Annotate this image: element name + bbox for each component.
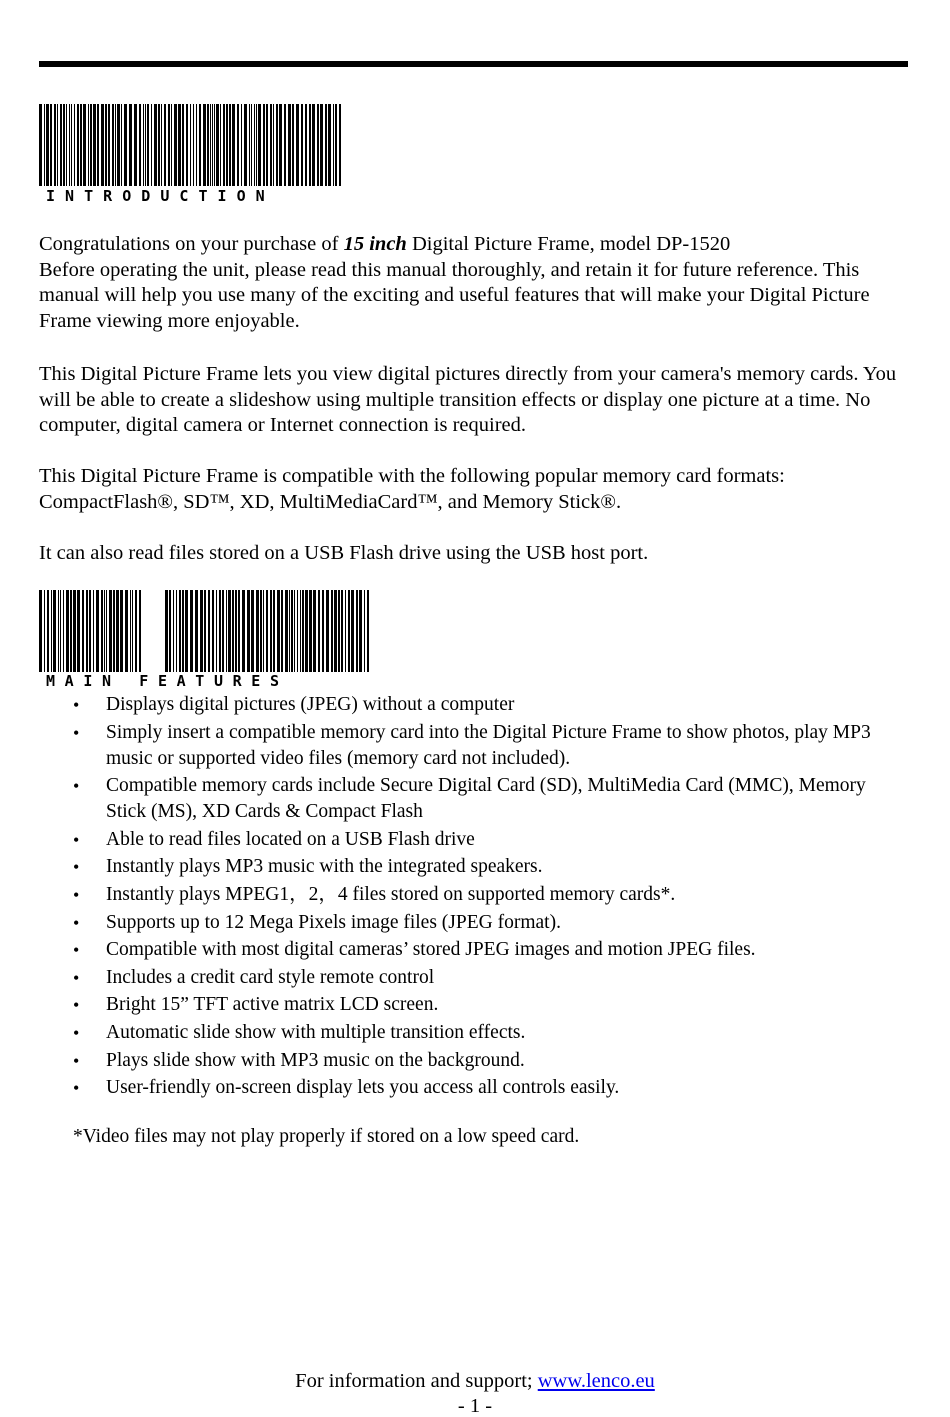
barcode-bar (266, 104, 268, 186)
barcode-bar (147, 104, 149, 186)
barcode-bar (121, 104, 122, 186)
barcode-bar (320, 104, 323, 186)
barcode-bar (266, 590, 268, 672)
barcode-bar (309, 590, 312, 672)
barcode-bar (51, 590, 52, 672)
barcode-bar (174, 104, 177, 186)
barcode-bar (296, 104, 299, 186)
barcode-bar (176, 590, 177, 672)
barcode-bar (263, 104, 265, 186)
feature-item (73, 827, 873, 853)
barcode-graphic-main-features (39, 590, 369, 672)
barcode-bar (190, 104, 191, 186)
barcode-bar (90, 104, 92, 186)
barcode-bar (254, 104, 255, 186)
barcode-bar (44, 104, 45, 186)
barcode-bar (232, 104, 235, 186)
barcode-bar (331, 590, 333, 672)
barcode-bar (216, 590, 217, 672)
barcode-bar (112, 104, 114, 186)
barcode-bar (108, 104, 110, 186)
barcode-bar (333, 104, 334, 186)
barcode-bar (39, 590, 42, 672)
barcode-bar (226, 104, 228, 186)
barcode-bar (135, 590, 137, 672)
barcode-bar (106, 590, 107, 672)
barcode-graphic-introduction (39, 104, 342, 186)
top-rule (39, 61, 908, 67)
barcode-bar (86, 590, 88, 672)
main-features-heading (39, 590, 369, 690)
barcode-bar (39, 104, 42, 186)
barcode-bar (203, 104, 206, 186)
barcode-bar (339, 104, 341, 186)
barcode-bar (256, 590, 259, 672)
barcode-bar (165, 590, 168, 672)
barcode-bar (251, 104, 252, 186)
barcode-bar (318, 590, 320, 672)
barcode-bar (151, 104, 152, 186)
barcode-bar (50, 104, 52, 186)
barcode-bar (263, 590, 264, 672)
barcode-bar (270, 590, 272, 672)
barcode-bar (238, 590, 240, 672)
bullet-icon: • (73, 776, 80, 797)
barcode-bar (82, 590, 84, 672)
feature-text: Compatible memory cards include Secure Digital Card (SD), MultiMedia Card (MMC), Memory Stick (MS), XD Cards & Compact Flash (106, 775, 866, 823)
barcode-bar (143, 104, 144, 186)
barcode-bar (101, 590, 103, 672)
support-link[interactable]: www.lenco.eu (537, 1370, 655, 1392)
support-footer: For information and support; www.lenco.eu (295, 1370, 655, 1392)
barcode-bar (284, 104, 286, 186)
barcode-bar (169, 590, 171, 672)
barcode-bar (80, 104, 82, 186)
barcode-bar (273, 590, 275, 672)
barcode-bar (83, 104, 86, 186)
feature-item (73, 1075, 873, 1101)
barcode-bar (208, 590, 210, 672)
barcode-bar (101, 104, 104, 186)
barcode-bar (260, 590, 262, 672)
barcode-bar (207, 104, 209, 186)
barcode-bar (124, 104, 127, 186)
bullet-icon: • (73, 884, 80, 905)
barcode-bar (53, 590, 56, 672)
barcode-bar (60, 590, 61, 672)
barcode-bar (270, 104, 272, 186)
barcode-bar (247, 590, 250, 672)
barcode-bar (204, 590, 206, 672)
bullet-icon: • (73, 1050, 80, 1071)
bullet-icon: • (73, 695, 80, 715)
barcode-bar (341, 590, 343, 672)
barcode-bar (186, 104, 188, 186)
feature-text: Instantly plays MPEG1，2，4 files stored on supported memory cards*. (106, 883, 676, 905)
barcode-bar (317, 104, 319, 186)
barcode-bar (145, 104, 146, 186)
barcode-bar (258, 104, 261, 186)
barcode-bar (179, 590, 181, 672)
barcode-bar (214, 104, 215, 186)
barcode-bar (199, 104, 201, 186)
intro-paragraph-4: It can also read files stored on a USB Flash drive using the USB host port. (39, 542, 649, 564)
bullet-icon: • (73, 912, 80, 933)
bullet-icon: • (73, 829, 80, 850)
barcode-bar (297, 590, 298, 672)
barcode-bar (364, 590, 365, 672)
barcode-bar (164, 104, 166, 186)
feature-text: Able to read files located on a USB Flash drive (106, 828, 475, 850)
barcode-bar (130, 590, 131, 672)
barcode-bar (301, 104, 303, 186)
video-footnote: *Video files may not play properly if stored on a low speed card. (73, 1126, 580, 1147)
feature-item (73, 910, 873, 936)
feature-text: Supports up to 12 Mega Pixels image files (JPEG format). (106, 911, 561, 933)
barcode-bar (69, 104, 70, 186)
bullet-icon: • (73, 1022, 80, 1043)
intro-paragraph-1: Congratulations on your purchase of 15 inch Digital Picture Frame, model DP-1520 Before operating the unit, please read this manual thoroughly, and retain it for future reference. This manual will help you use many of the exciting and useful features that will make your Digital Picture Frame viewing more enjoyable. (39, 233, 870, 332)
barcode-bar (223, 104, 225, 186)
barcode-bar (93, 104, 96, 186)
bullet-icon: • (73, 967, 80, 988)
barcode-bar (113, 590, 115, 672)
barcode-bar (44, 590, 45, 672)
barcode-bar (256, 104, 257, 186)
feature-item (73, 1048, 873, 1074)
barcode-bar (185, 590, 188, 672)
barcode-bar (173, 590, 174, 672)
feature-text: Automatic slide show with multiple transition effects. (106, 1021, 526, 1043)
feature-item (73, 992, 873, 1018)
barcode-bar (104, 590, 105, 672)
barcode-bar (109, 590, 112, 672)
introduction-heading (39, 104, 342, 204)
barcode-bar (345, 590, 346, 672)
barcode-bar (116, 590, 119, 672)
barcode-bar (235, 590, 237, 672)
page-number: - 1 - (457, 1395, 493, 1417)
barcode-bar (96, 590, 99, 672)
barcode-bar (279, 104, 282, 186)
barcode-bar (237, 104, 239, 186)
barcode-bar (63, 104, 65, 186)
feature-item (73, 692, 873, 718)
feature-item (73, 882, 873, 908)
barcode-bar (288, 104, 291, 186)
barcode-bar (71, 104, 72, 186)
feature-text: Bright 15” TFT active matrix LCD screen. (106, 994, 439, 1016)
barcode-bar (60, 104, 62, 186)
barcode-bar (273, 104, 274, 186)
barcode-bar (338, 590, 340, 672)
bullet-icon: • (73, 940, 80, 961)
barcode-bar (66, 104, 67, 186)
barcode-bar (241, 104, 242, 186)
bullet-icon: • (73, 857, 80, 878)
barcode-bar (335, 104, 337, 186)
barcode-bar (322, 590, 324, 672)
barcode-bar (47, 590, 49, 672)
barcode-bar (328, 104, 331, 186)
feature-item (73, 720, 873, 772)
barcode-bar (228, 590, 231, 672)
barcode-bar (139, 590, 141, 672)
barcode-bar (182, 104, 184, 186)
feature-item (73, 773, 873, 825)
barcode-bar (325, 104, 327, 186)
intro-paragraph-2: This Digital Picture Frame lets you view digital pictures directly from your camera's memory cards. You will be able to create a slideshow using multiple transition effects or display one picture at a time. No computer, digital camera or Internet connection is required. (39, 363, 897, 437)
barcode-bar (285, 590, 288, 672)
barcode-bar (210, 104, 211, 186)
barcode-bar (77, 590, 80, 672)
feature-text: Includes a credit card style remote control (106, 966, 435, 988)
barcode-bar (73, 590, 76, 672)
feature-item (73, 965, 873, 991)
barcode-bar (97, 104, 99, 186)
barcode-bar (220, 104, 221, 186)
barcode-bar (281, 590, 283, 672)
barcode-bar (276, 104, 278, 186)
intro-paragraph-3: This Digital Picture Frame is compatible with the following popular memory card formats: CompactFlash®, SD™, XD, MultiMediaCard™, and Memory Stick®. (39, 465, 785, 513)
barcode-bar (57, 104, 58, 186)
barcode-bar (309, 104, 311, 186)
barcode-bar (212, 104, 213, 186)
feature-item (73, 1020, 873, 1046)
barcode-bar (359, 590, 362, 672)
barcode-bar (54, 104, 56, 186)
barcode-bar (334, 590, 337, 672)
barcode-bar (58, 590, 59, 672)
barcode-bar (134, 104, 137, 186)
barcode-bar (249, 104, 250, 186)
barcode-bar (219, 590, 221, 672)
barcode-bar (232, 590, 234, 672)
bullet-icon: • (73, 1078, 80, 1099)
barcode-bar (305, 590, 308, 672)
barcode-bar (291, 590, 293, 672)
barcode-bar (161, 104, 162, 186)
barcode-bar (77, 104, 79, 186)
barcode-bar (132, 590, 133, 672)
feature-text: Simply insert a compatible memory card into the Digital Picture Frame to show photos, play MP3 music or supported video files (memory card not included). (106, 721, 871, 769)
feature-text: Displays digital pictures (JPEG) without a computer (106, 694, 515, 715)
barcode-bar (158, 104, 160, 186)
barcode-bar (277, 590, 280, 672)
barcode-bar (367, 590, 369, 672)
barcode-bar (129, 104, 132, 186)
barcode-bar (313, 590, 316, 672)
barcode-bar (351, 590, 354, 672)
barcode-bar (216, 104, 219, 186)
barcode-bar (115, 104, 116, 186)
feature-text: Compatible with most digital cameras’ stored JPEG images and motion JPEG files. (106, 939, 756, 961)
barcode-bar (226, 590, 227, 672)
barcode-bar (195, 590, 198, 672)
bullet-icon: • (73, 995, 80, 1016)
barcode-bar (105, 104, 107, 186)
feature-item (73, 937, 873, 963)
barcode-bar (196, 104, 197, 186)
barcode-bar (326, 590, 329, 672)
barcode-bar (154, 104, 157, 186)
feature-text: User-friendly on-screen display lets you access all controls easily. (106, 1077, 620, 1099)
barcode-bar (292, 104, 294, 186)
barcode-bar (244, 104, 247, 186)
screen-size: 15 inch (343, 233, 407, 255)
barcode-bar (222, 590, 224, 672)
barcode-bar (88, 104, 89, 186)
barcode-bar (300, 590, 301, 672)
barcode-bar (125, 590, 128, 672)
barcode-bar (171, 104, 172, 186)
bullet-icon: • (73, 722, 80, 743)
barcode-bar (182, 590, 184, 672)
barcode-bar (251, 590, 254, 672)
barcode-bar (294, 590, 295, 672)
introduction-heading-text: I N T R O D U C T I O N (46, 187, 266, 205)
barcode-bar (70, 590, 72, 672)
barcode-bar (200, 590, 203, 672)
barcode-bar (46, 104, 49, 186)
feature-text: Instantly plays MP3 music with the integrated speakers. (106, 856, 543, 878)
barcode-bar (302, 590, 304, 672)
features-list (73, 692, 873, 1103)
barcode-bar (312, 104, 315, 186)
barcode-bar (229, 104, 231, 186)
barcode-bar (242, 590, 245, 672)
model-number: DP-1520 (656, 233, 731, 255)
barcode-bar (66, 590, 69, 672)
barcode-bar (193, 104, 194, 186)
barcode-bar (120, 590, 123, 672)
feature-item (73, 854, 873, 880)
barcode-bar (93, 590, 94, 672)
barcode-bar (89, 590, 91, 672)
barcode-bar (289, 590, 290, 672)
barcode-bar (348, 590, 350, 672)
barcode-bar (74, 104, 75, 186)
main-features-heading-text: M A I N F E A T U R E S (46, 672, 280, 690)
barcode-bar (178, 104, 181, 186)
barcode-bar (356, 590, 358, 672)
barcode-bar (117, 104, 120, 186)
barcode-bar (190, 590, 193, 672)
feature-text: Plays slide show with MP3 music on the background. (106, 1049, 525, 1071)
barcode-bar (212, 590, 214, 672)
barcode-bar (63, 590, 64, 672)
barcode-bar (305, 104, 307, 186)
barcode-bar (139, 104, 141, 186)
barcode-bar (168, 104, 170, 186)
